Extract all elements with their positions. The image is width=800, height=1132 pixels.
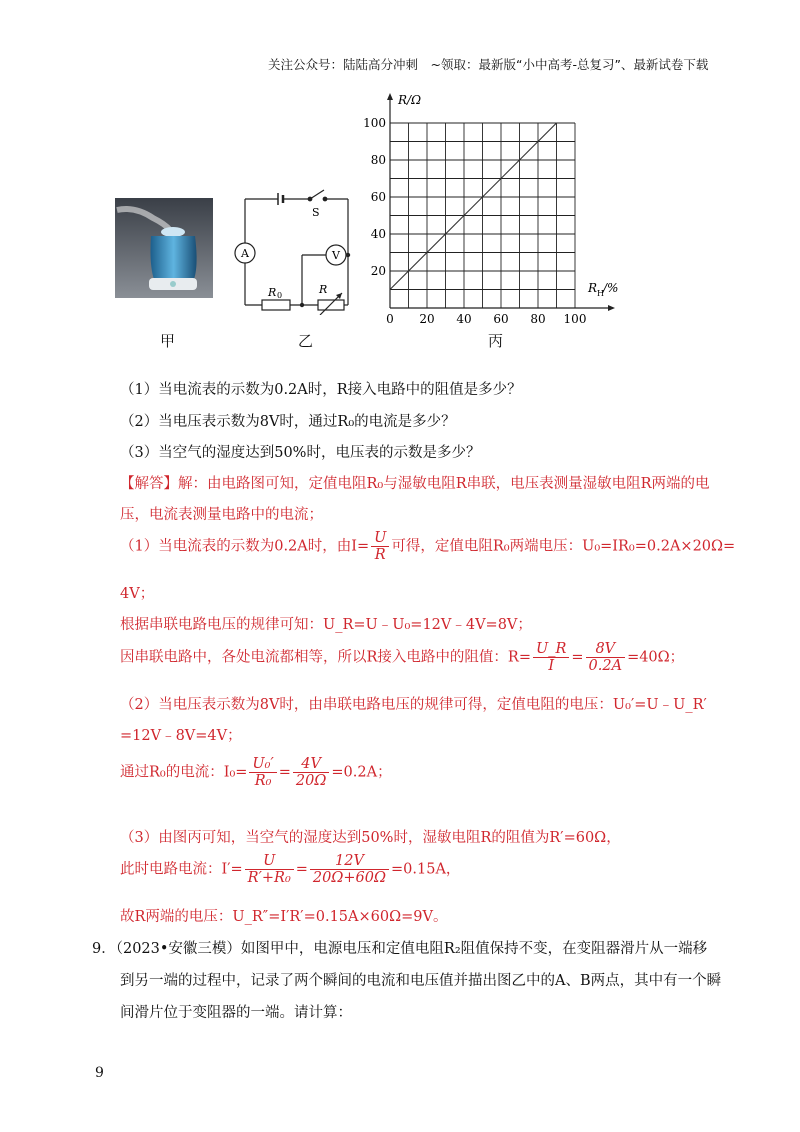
humidifier-photo: [115, 198, 213, 298]
answer-part3-current: 此时电路电流：I′= $\frac{U}{\text{R′+R₀}}$ = $\frac{12V}{20\Omega+60\Omega}$ =0.15A，: [120, 853, 461, 886]
y-tick-label: 80: [370, 153, 386, 167]
series-line: [390, 123, 557, 290]
r0-sub: 0: [277, 291, 283, 300]
x-axis-arrow: [608, 305, 615, 311]
caption-jia: 甲: [160, 332, 176, 350]
page-header: 关注公众号：陆陆高分冲刺 ~领取：最新版“小中高考-总复习”、最新试卷下载: [268, 57, 709, 72]
fraction-u0-over-r0: $\frac{\text{U₀′}}{\text{R₀}}$: [249, 756, 276, 789]
x-tick-label: 0: [386, 312, 394, 326]
x-tick-label: 40: [456, 312, 472, 326]
answer-tag: 【解答】: [120, 476, 178, 492]
caption-yi: 乙: [298, 332, 314, 350]
answer-intro-line2: 压，电流表测量电路中的电流；: [120, 507, 323, 523]
y-axis-label: R/Ω: [398, 93, 422, 107]
fraction-u-over-r: $\frac{U}{R}$: [371, 530, 389, 563]
r-label: R: [319, 283, 328, 296]
question-9-line2: 到另一端的过程中，记录了两个瞬间的电流和电压值并描出图乙中的A、B两点，其中有一个瞬: [120, 973, 722, 989]
answer-part3-voltage: 故R两端的电压：U_R″=I′R′=0.15A×60Ω=9V。: [120, 909, 448, 925]
answer-part2-cont: =12V﹣8V=4V；: [120, 728, 242, 744]
y-axis-arrow: [387, 93, 393, 100]
x-axis-label-sub: H: [597, 289, 604, 298]
answer-part2: （2）当电压表示数为8V时，由串联电路电压的规律可得，定值电阻的电压：U₀′=U﹣U_R′: [120, 697, 707, 713]
ammeter-label: A: [241, 247, 249, 260]
y-tick-label: 40: [370, 227, 386, 241]
caption-bing: 丙: [488, 332, 504, 350]
x-tick-label: 80: [530, 312, 546, 326]
r0-label: R: [268, 286, 277, 299]
page-number: 9: [95, 1065, 104, 1081]
voltmeter-label: V: [332, 249, 340, 262]
question-9-line3: 间滑片位于变阻器的一端。请计算：: [120, 1005, 352, 1021]
answer-part1-resistance: 因串联电路中，各处电流都相等，所以R接入电路中的阻值：R= $\frac{U\_R}{I}$ = $\frac{8V}{0.2A}$ =40Ω；: [120, 641, 685, 674]
x-tick-label: 20: [419, 312, 435, 326]
fraction-u-over-r-sum: $\frac{U}{\text{R′+R₀}}$: [245, 853, 294, 886]
answer-intro-line1: 【解答】解：由电路图可知，定值电阻R₀与湿敏电阻R串联，电压表测量湿敏电阻R两端的电: [120, 476, 710, 492]
question-3: （3）当空气的湿度达到50%时，电压表的示数是多少？: [120, 445, 481, 461]
x-axis-label-unit: /%: [603, 281, 619, 295]
fraction-ur-over-i: $\frac{U\_R}{I}$: [533, 641, 569, 674]
answer-part1: （1）当电流表的示数为0.2A时，由I= $\frac{U}{R}$ 可得，定值电阻R₀两端电压：U₀=IR₀=0.2A×20Ω=: [120, 530, 736, 563]
question-2: （2）当电压表示数为8V时，通过R₀的电流是多少？: [120, 414, 456, 430]
answer-part1-series: 根据串联电路电压的规律可知：U_R=U﹣U₀=12V﹣4V=8V；: [120, 617, 532, 633]
y-tick-label: 20: [370, 264, 386, 278]
resistance-humidity-chart: [360, 92, 630, 327]
switch-label: S: [312, 206, 320, 219]
fraction-4v-over-20ohm: $\frac{4V}{20\Omega}$: [293, 756, 329, 789]
x-axis-label-main: R: [588, 281, 598, 295]
circuit-diagram: [230, 185, 360, 315]
question-9-line1: 9．（2023•安徽三模）如图甲中，电源电压和定值电阻R₂阻值保持不变，在变阻器滑片从一端移: [92, 941, 708, 957]
x-tick-label: 100: [563, 312, 587, 326]
x-tick-label: 60: [493, 312, 509, 326]
fraction-8v-over-02a: $\frac{8V}{0.2A}$: [586, 641, 626, 674]
answer-part3: （3）由图丙可知，当空气的湿度达到50%时，湿敏电阻R的阻值为R′=60Ω，: [120, 830, 621, 846]
y-tick-label: 100: [363, 116, 386, 130]
answer-part2-current: 通过R₀的电流：I₀= $\frac{\text{U₀′}}{\text{R₀}}$ = $\frac{4V}{20\Omega}$ =0.2A；: [120, 756, 392, 789]
answer-part1-cont: 4V；: [120, 586, 155, 602]
y-tick-label: 60: [370, 190, 386, 204]
fraction-12v-over-80ohm: $\frac{12V}{20\Omega+60\Omega}$: [310, 853, 389, 886]
question-1: （1）当电流表的示数为0.2A时，R接入电路中的阻值是多少？: [120, 382, 522, 398]
